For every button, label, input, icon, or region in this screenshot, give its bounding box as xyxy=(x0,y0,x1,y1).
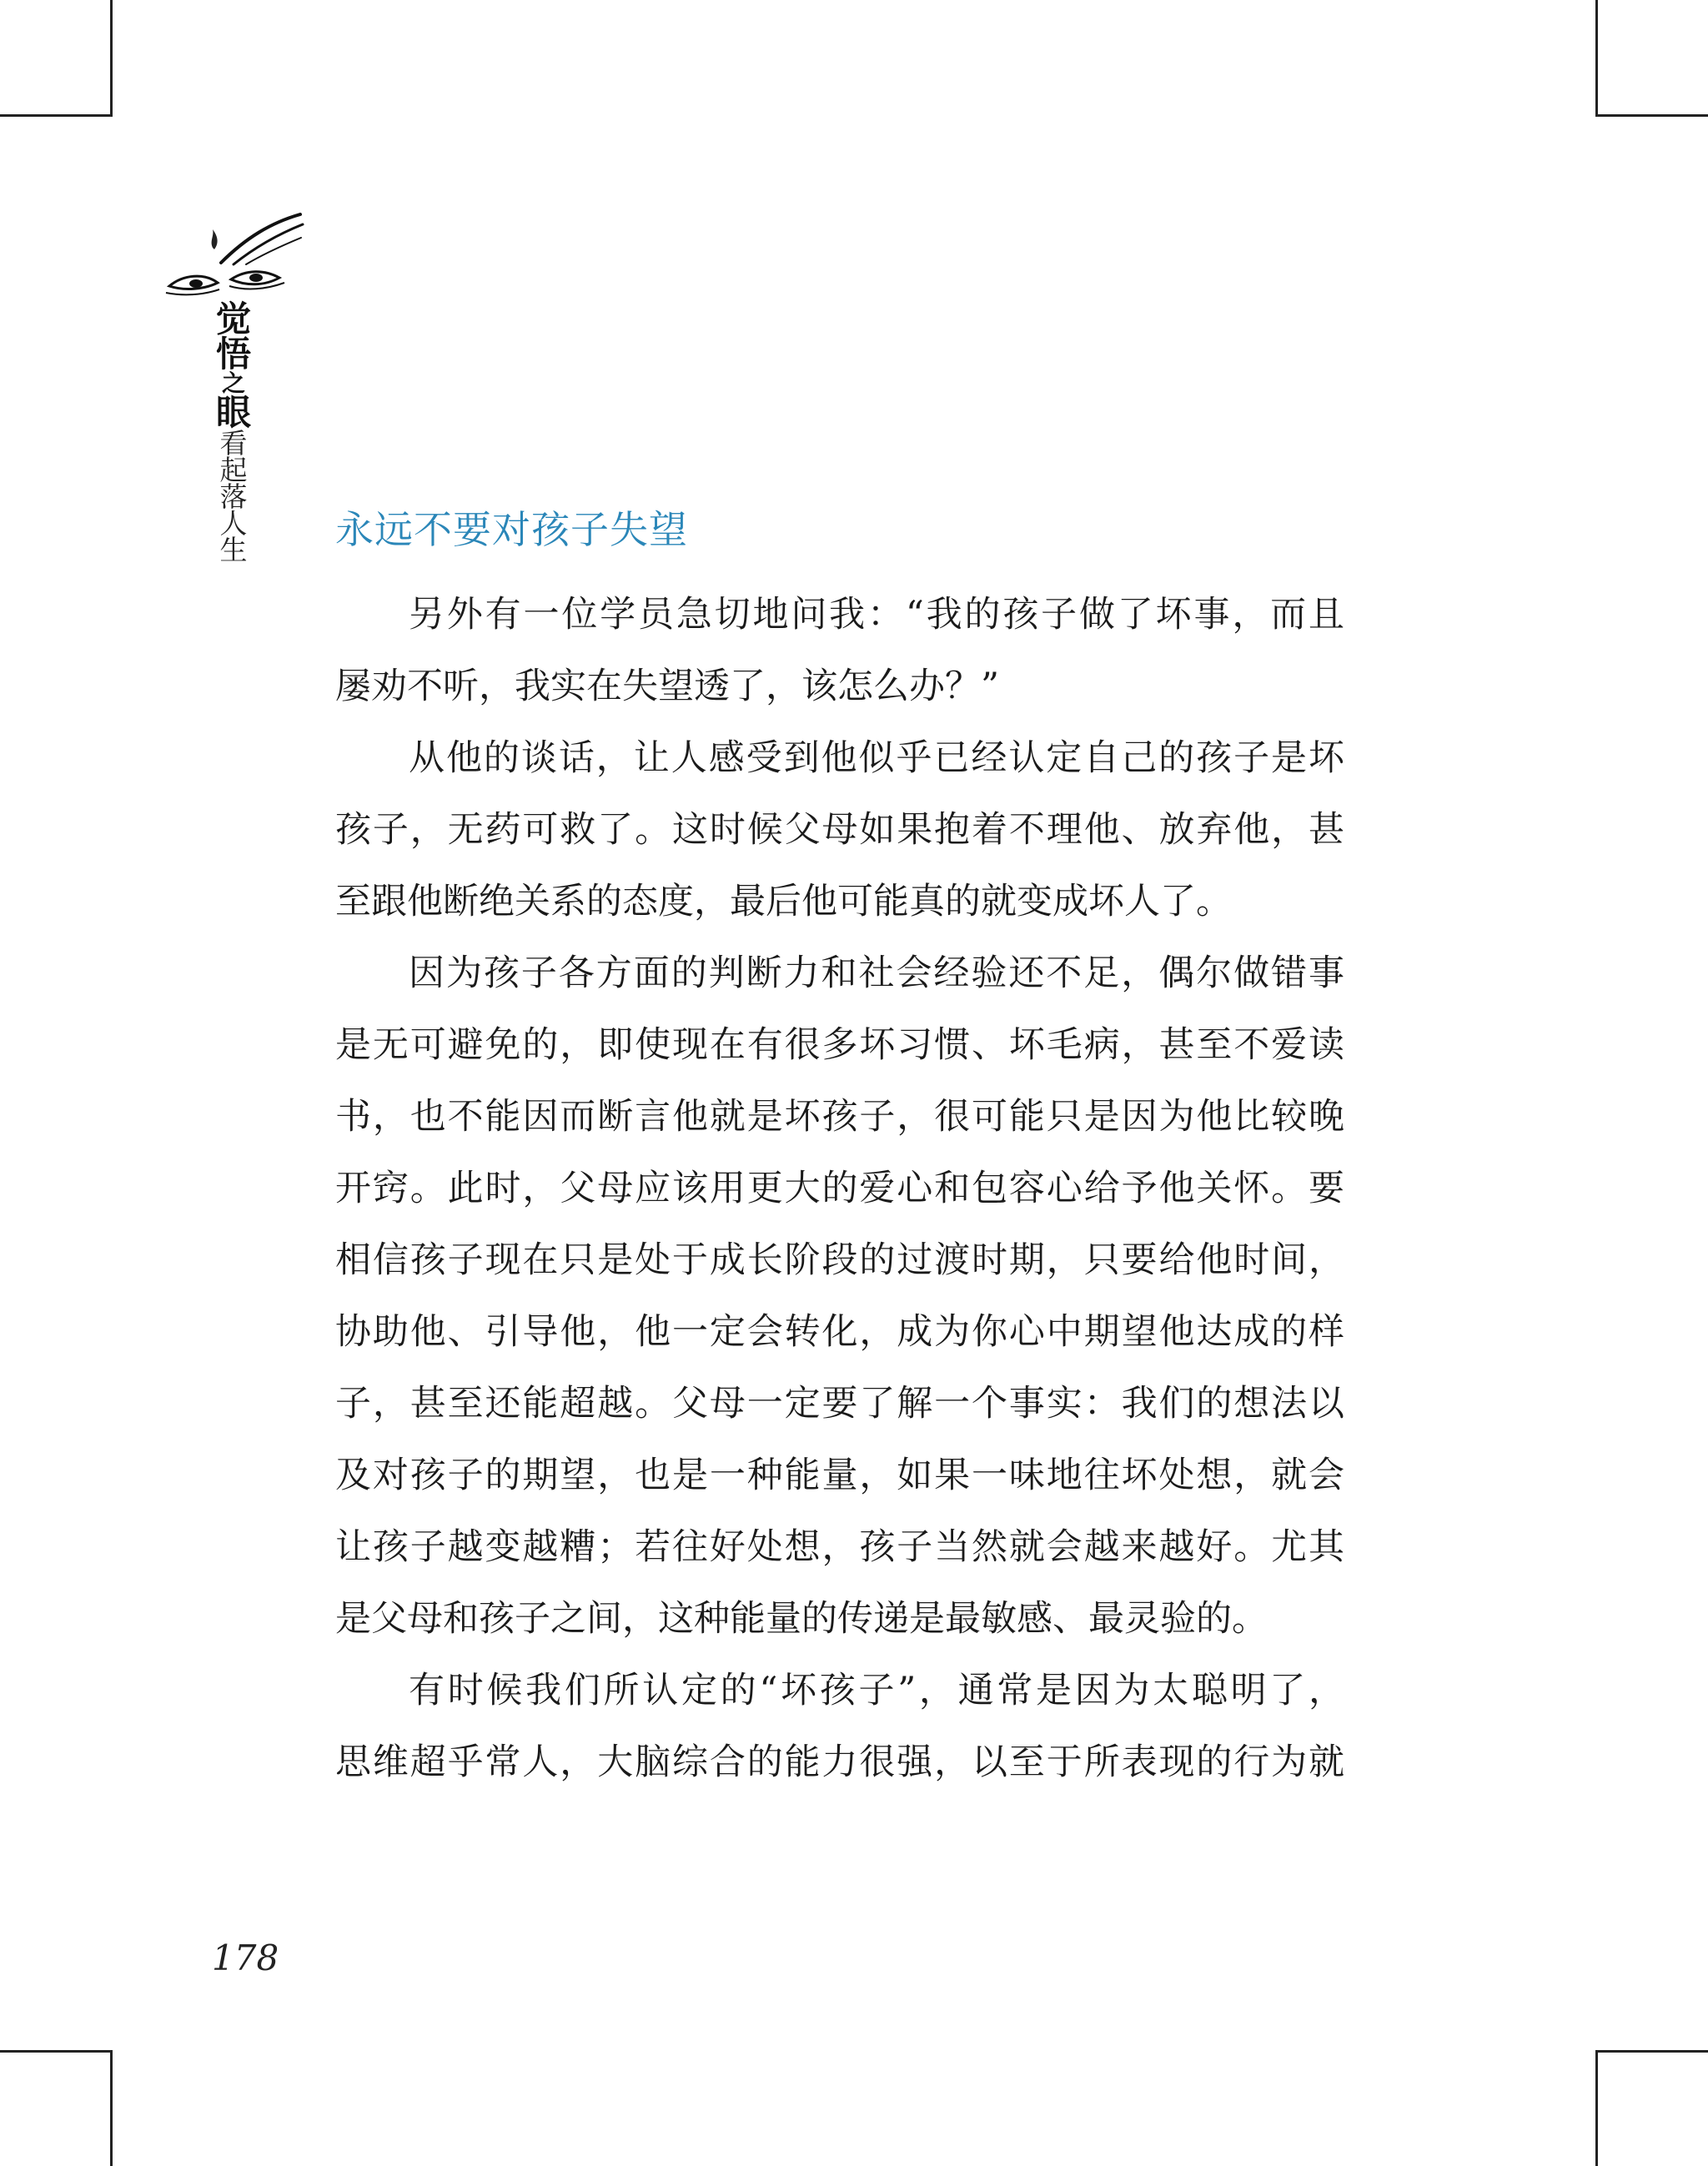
paragraph xyxy=(335,1655,1344,1798)
text-line: 让孩子越变越糟；若往好处想，孩子当然就会越来越好。尤其 xyxy=(335,1526,1344,1568)
text-line: 是父母和孩子之间，这种能量的传递是最敏感、最灵验的。 xyxy=(335,1598,1268,1640)
paragraph xyxy=(335,722,1344,937)
text-line: 有时候我们所认定的“坏孩子”，通常是因为太聪明了， xyxy=(409,1670,1344,1711)
text-line: 是无可避免的，即使现在有很多坏习惯、坏毛病，甚至不爱读 xyxy=(335,1024,1344,1066)
book-subtitle-char: 生 xyxy=(219,534,248,566)
text-line: 及对孩子的期望，也是一种能量，如果一味地往坏处想，就会 xyxy=(335,1455,1344,1496)
crop-mark-top-left-horizontal xyxy=(0,114,113,117)
crop-mark-bottom-right-vertical xyxy=(1595,2050,1598,2166)
book-title-char: 眼 xyxy=(215,392,251,433)
text-line: 协助他、引导他，他一定会转化，成为你心中期望他达成的样 xyxy=(335,1311,1344,1353)
book-subtitle-char: 落 xyxy=(219,480,248,513)
book-title-char: 悟 xyxy=(215,334,251,374)
text-line: 屡劝不听，我实在失望透了，该怎么办？” xyxy=(335,666,999,707)
text-line: 书，也不能因而断言他就是坏孩子，很可能只是因为他比较晚 xyxy=(335,1096,1344,1138)
buddha-eyes-icon xyxy=(163,213,304,300)
book-subtitle-char: 看 xyxy=(219,427,248,460)
paragraph xyxy=(335,937,1344,1655)
book-title-char-small: 之 xyxy=(221,369,245,397)
text-line: 至跟他断绝关系的态度，最后他可能真的就变成坏人了。 xyxy=(335,881,1232,922)
text-line: 思维超乎常人，大脑综合的能力很强，以至于所表现的行为就 xyxy=(335,1741,1344,1783)
text-line: 孩子，无药可救了。这时候父母如果抱着不理他、放弃他，甚 xyxy=(335,809,1344,851)
crop-mark-bottom-left-horizontal xyxy=(0,2050,113,2053)
crop-mark-top-right-horizontal xyxy=(1595,114,1708,117)
paragraph xyxy=(335,579,1344,722)
text-line: 因为孩子各方面的判断力和社会经验还不足，偶尔做错事 xyxy=(409,952,1344,994)
section-title: 永远不要对孩子失望 xyxy=(335,507,688,552)
text-line: 开窍。此时，父母应该用更大的爱心和包容心给予他关怀。要 xyxy=(335,1168,1344,1209)
page-number: 178 xyxy=(212,1937,279,1978)
crop-mark-top-left-vertical xyxy=(110,0,113,117)
crop-mark-bottom-right-horizontal xyxy=(1595,2050,1708,2053)
vertical-book-title xyxy=(213,299,254,566)
book-subtitle-char: 人 xyxy=(219,507,248,540)
body-text xyxy=(335,579,1344,1798)
text-line: 另外有一位学员急切地问我：“我的孩子做了坏事，而且 xyxy=(409,594,1344,636)
book-subtitle-char: 起 xyxy=(219,454,248,486)
text-line: 子，甚至还能超越。父母一定要了解一个事实：我们的想法以 xyxy=(335,1383,1344,1425)
text-line: 相信孩子现在只是处于成长阶段的过渡时期，只要给他时间， xyxy=(335,1239,1344,1281)
crop-mark-bottom-left-vertical xyxy=(110,2050,113,2166)
book-title-char: 觉 xyxy=(215,299,251,339)
text-line: 从他的谈话，让人感受到他似乎已经认定自己的孩子是坏 xyxy=(409,737,1344,779)
crop-mark-top-right-vertical xyxy=(1595,0,1598,117)
